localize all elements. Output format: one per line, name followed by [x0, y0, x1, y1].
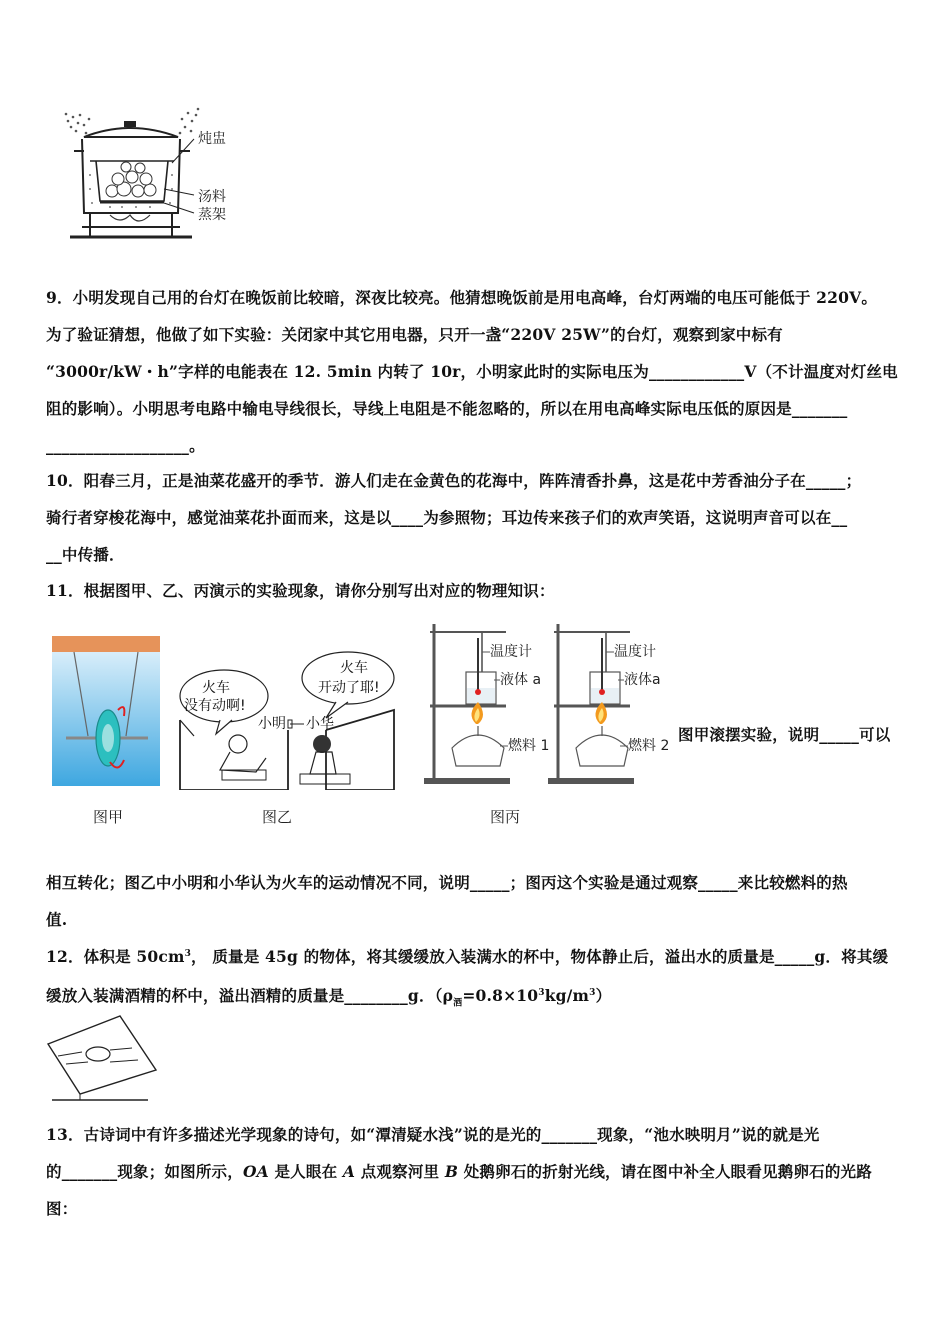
steamer-pot-figure: [60, 105, 240, 245]
q13-line-2: 的_______现象；如图所示，OA 是人眼在 A 点观察河里 B 处鹅卵石的折射光线，请在图中补全人眼看见鹅卵石的光路: [46, 1162, 872, 1181]
river-pebble-figure: [44, 1014, 164, 1106]
question-9: [46, 279, 906, 464]
pot-label-stew-cup: 炖盅: [198, 131, 226, 147]
bubble-right-line-1: 火车: [340, 660, 368, 676]
q11-line-2: 相互转化；图乙中小明和小华认为火车的运动情况不同，说明_____；图丙这个实验是通过观察_____来比较燃料的热: [46, 873, 848, 892]
q11-side-text: 图甲滚摆实验，说明_____可以: [678, 725, 891, 744]
steam-right-icon: [179, 108, 200, 135]
liquid-label-2: 液体a: [624, 672, 661, 688]
q9-line-1: 9．小明发现自己用的台灯在晚饭前比较暗，深夜比较亮。他猜想晚饭前是用电高峰，台灯两端的电压可能低于 220V。: [46, 288, 878, 307]
name-xiaoming: 小明: [258, 716, 286, 732]
question-13: [46, 1116, 906, 1227]
q11-line-3: 值.: [46, 910, 68, 929]
q9-line-4: 阻的影响）。小明思考电路中输电导线很长，导线上电阻是不能忽略的，所以在用电高峰实际电压低的原因是_______: [46, 399, 848, 418]
q13-line-3: 图：: [46, 1199, 78, 1218]
pot-label-soup: 汤料: [198, 189, 226, 205]
figure-c-caption: 图丙: [490, 808, 521, 826]
question-11-intro: [46, 572, 906, 609]
steam-left-icon: [65, 113, 91, 135]
figure-b-train: [176, 640, 396, 790]
q9-line-2: 为了验证猜想，他做了如下实验：关闭家中其它用电器，只开一盏“220V 25W”的台灯，观察到家中标有: [46, 325, 783, 344]
fuel-label-2: 燃料 2: [628, 738, 670, 754]
q10-line-2: 骑行者穿梭花海中，感觉油菜花扑面而来，这是以____为参照物；耳边传来孩子们的欢声笑语，这说明声音可以在__: [46, 508, 848, 527]
q9-line-3: “3000r/kW・h”字样的电能表在 12. 5min 内转了 10r，小明家此时的实际电压为____________V（不计温度对灯丝电: [46, 362, 898, 381]
name-xiaohua: 小华: [306, 716, 334, 732]
q11-line-1: 11．根据图甲、乙、丙演示的实验现象，请你分别写出对应的物理知识：: [46, 581, 555, 600]
q13-line-1: 13．古诗词中有许多描述光学现象的诗句，如“潭清疑水浅”说的是光的_______现象，“池水映明月”说的就是光: [46, 1125, 820, 1144]
figure-a-rolling-pendulum: [52, 636, 162, 788]
q12-line-2: 缓放入装满酒精的杯中，溢出酒精的质量是________g．$(\rho_酒=0.8\times 10^3kg/m^3)$: [46, 986, 612, 1009]
q12-line-1: 12．体积是 $50cm^3$， 质量是 45g 的物体，将其缓缓放入装满水的杯中，物体静止后，溢出水的质量是_____g．将其缓: [46, 947, 889, 967]
liquid-label-1: 液体 a: [500, 672, 542, 688]
figure-b-caption: 图乙: [262, 808, 293, 826]
question-10: [46, 462, 906, 573]
question-11-continued: [46, 864, 906, 938]
figure-c-fuel-experiment: [420, 618, 678, 788]
bubble-left-line-1: 火车: [202, 680, 230, 696]
fuel-label-1: 燃料 1: [508, 738, 550, 754]
q10-line-1: 10．阳春三月，正是油菜花盛开的季节．游人们走在金黄色的花海中，阵阵清香扑鼻，这是花中芳香油分子在_____；: [46, 471, 862, 490]
figure-a-caption: 图甲: [93, 808, 124, 826]
q10-line-3: __中传播．: [46, 545, 125, 564]
thermometer-label-1: 温度计: [490, 644, 532, 660]
q9-line-5: __________________。: [46, 436, 205, 455]
thermometer-label-2: 温度计: [614, 644, 656, 660]
pot-label-rack: 蒸架: [198, 207, 226, 223]
bubble-right-line-2: 开动了耶!: [318, 680, 380, 696]
question-12: [46, 936, 906, 1022]
bubble-left-line-2: 没有动啊!: [184, 698, 246, 714]
